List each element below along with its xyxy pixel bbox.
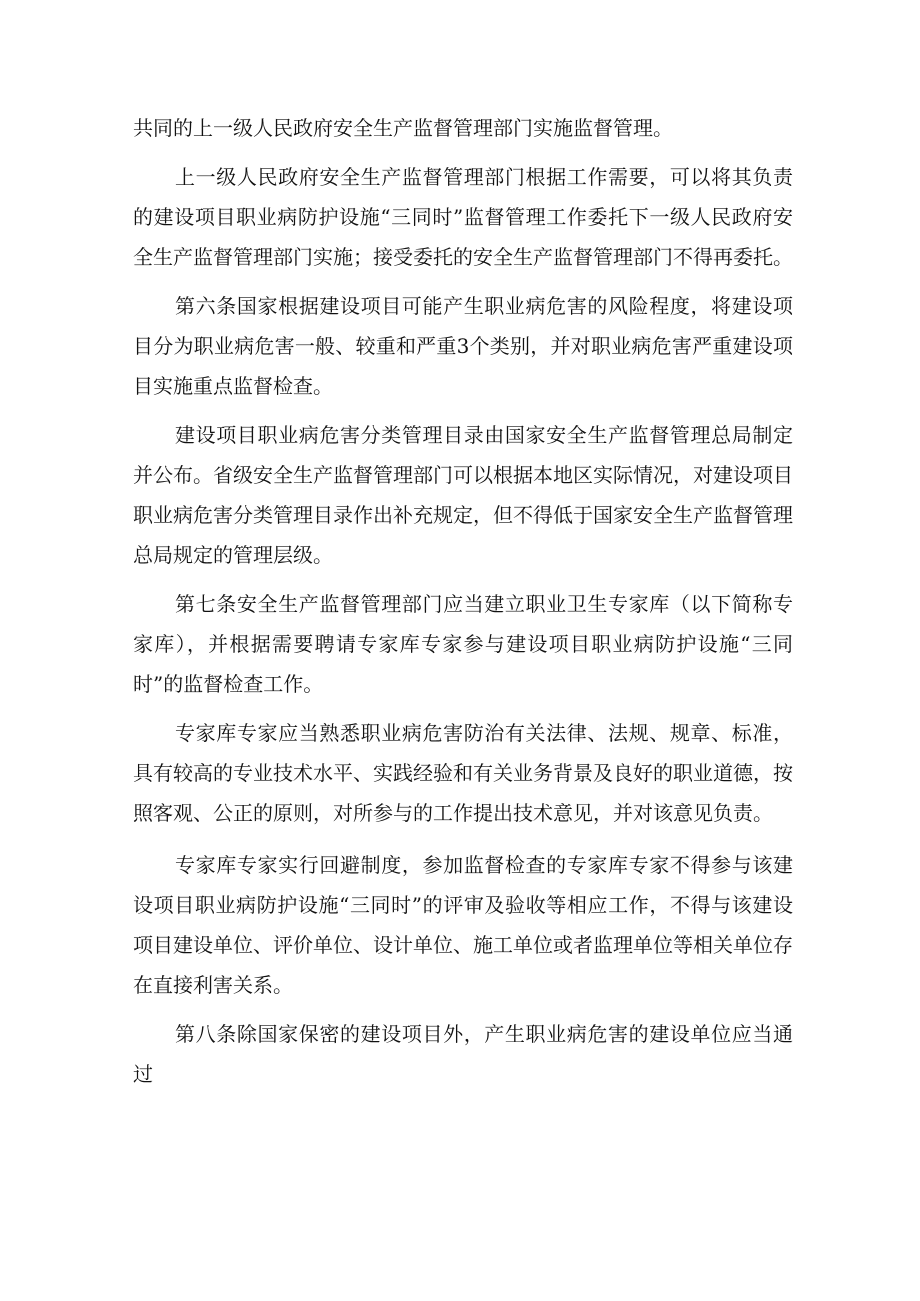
paragraph-article-6: 第六条国家根据建设项目可能产生职业病危害的风险程度，将建设项目分为职业病危害一般、较重和严重3个类别，并对职业病危害严重建设项目实施重点监督检查。: [133, 294, 793, 398]
paragraph-continuation: 共同的上一级人民政府安全生产监督管理部门实施监督管理。: [133, 116, 673, 140]
paragraph-delegation: 上一级人民政府安全生产监督管理部门根据工作需要，可以将其负责的建设项目职业病防护设施“三同时”监督管理工作委托下一级人民政府安全生产监督管理部门实施；接受委托的安全生产监督管理部门不得再委托。: [133, 165, 793, 269]
paragraph-article-8: 第八条除国家保密的建设项目外，产生职业病危害的建设单位应当通过: [133, 1022, 793, 1086]
paragraph-expert-requirements: 专家库专家应当熟悉职业病危害防治有关法律、法规、规章、标准，具有较高的专业技术水平、实践经验和有关业务背景及良好的职业道德，按照客观、公正的原则，对所参与的工作提出技术意见，并对该意见负责。: [133, 721, 793, 825]
paragraph-classification-catalog: 建设项目职业病危害分类管理目录由国家安全生产监督管理总局制定并公布。省级安全生产监督管理部门可以根据本地区实际情况，对建设项目职业病危害分类管理目录作出补充规定，但不得低于国家安全生产监督管理总局规定的管理层级。: [133, 423, 793, 567]
document-body: [133, 108, 793, 1103]
paragraph-article-7: 第七条安全生产监督管理部门应当建立职业卫生专家库（以下简称专家库），并根据需要聘请专家库专家参与建设项目职业病防护设施“三同时”的监督检查工作。: [133, 592, 793, 696]
paragraph-expert-recusal: 专家库专家实行回避制度，参加监督检查的专家库专家不得参与该建设项目职业病防护设施“三同时”的评审及验收等相应工作，不得与该建设项目建设单位、评价单位、设计单位、施工单位或者监理单位等相关单位存在直接利害关系。: [133, 853, 793, 997]
